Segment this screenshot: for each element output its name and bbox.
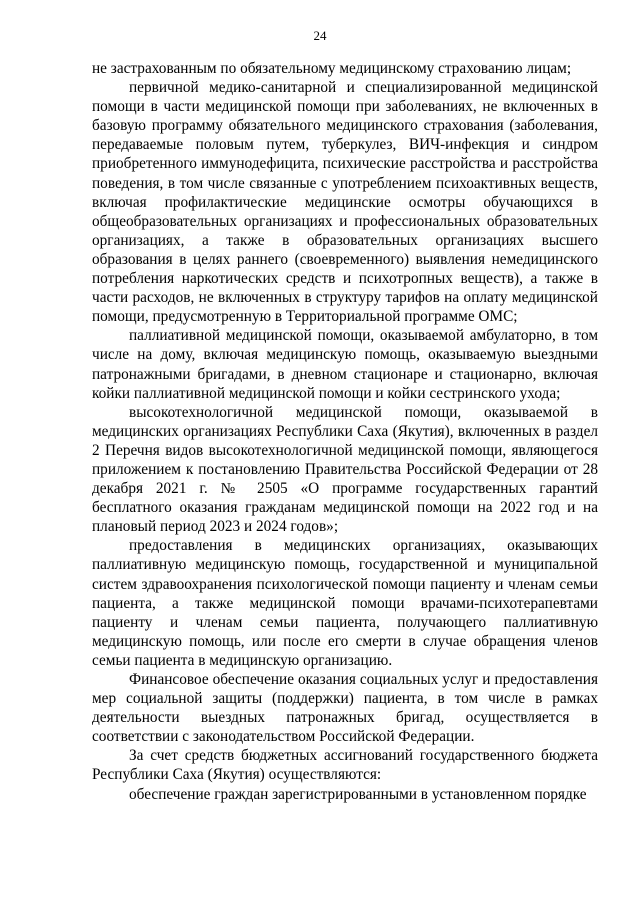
document-body	[92, 59, 598, 804]
paragraph-psychological-help: предоставления в медицинских организациях, оказывающих паллиативную медицинскую помощь, государственной и муниципальной систем здравоохранения психологической помощи пациенту и членам семьи пациента, а также медицинской помощи врачами-психотерапевтами пациенту и членам семьи пациента, получающего паллиативную медицинскую помощь, или после его смерти в случае обращения членов семьи пациента в медицинскую организацию.	[92, 537, 598, 669]
paragraph-primary-care: первичной медико-санитарной и специализированной медицинской помощи в части медицинской помощи при заболеваниях, не включенных в базовую программу обязательного медицинского страхования (заболевания, передаваемые половым путем, туберкулез, ВИЧ-инфекция и синдром приобретенного иммунодефицита, психические расстройства и расстройства поведения, в том числе связанные с употреблением психоактивных веществ, включая профилактические медицинские осмотры обучающихся в общеобразовательных организациях и профессиональных образовательных организациях, а также в образовательных организациях высшего образования в целях раннего (своевременного) выявления немедицинского потребления наркотических средств и психотропных веществ), а также в части расходов, не включенных в структуру тарифов на оплату медицинской помощи, предусмотренную в Территориальной программе ОМС;	[92, 79, 598, 326]
paragraph-financial-support: Финансовое обеспечение оказания социальных услуг и предоставления мер социальной защиты (поддержки) пациента, в том числе в рамках деятельности выездных патронажных бригад, осуществляется в соответствии с законодательством Российской Федерации.	[92, 671, 598, 746]
paragraph-high-tech-care: высокотехнологичной медицинской помощи, оказываемой в медицинских организациях Республики Саха (Якутия), включенных в раздел 2 Перечня видов высокотехнологичной медицинской помощи, являющегося приложением к постановлению Правительства Российской Федерации от 28 декабря 2021 г. № 2505 «О программе государственных гарантий бесплатного оказания гражданам медицинской помощи на 2022 год и на плановый период 2023 и 2024 годов»;	[92, 403, 598, 536]
paragraph-budget-funding: За счет средств бюджетных ассигнований государственного бюджета Республики Саха (Якутия) осуществляются:	[92, 747, 598, 784]
paragraph-palliative-care: паллиативной медицинской помощи, оказываемой амбулаторно, в том числе на дому, включая медицинскую помощь, оказываемую выездными патронажными бригадами, в дневном стационаре и стационарно, включая койки паллиативной медицинской помощи и койки сестринского ухода;	[92, 327, 598, 402]
paragraph-provision: обеспечение граждан зарегистрированными в установленном порядке	[129, 785, 587, 803]
paragraph-continuation: не застрахованным по обязательному медицинскому страхованию лицам;	[92, 60, 572, 77]
page-number: 24	[313, 28, 327, 43]
